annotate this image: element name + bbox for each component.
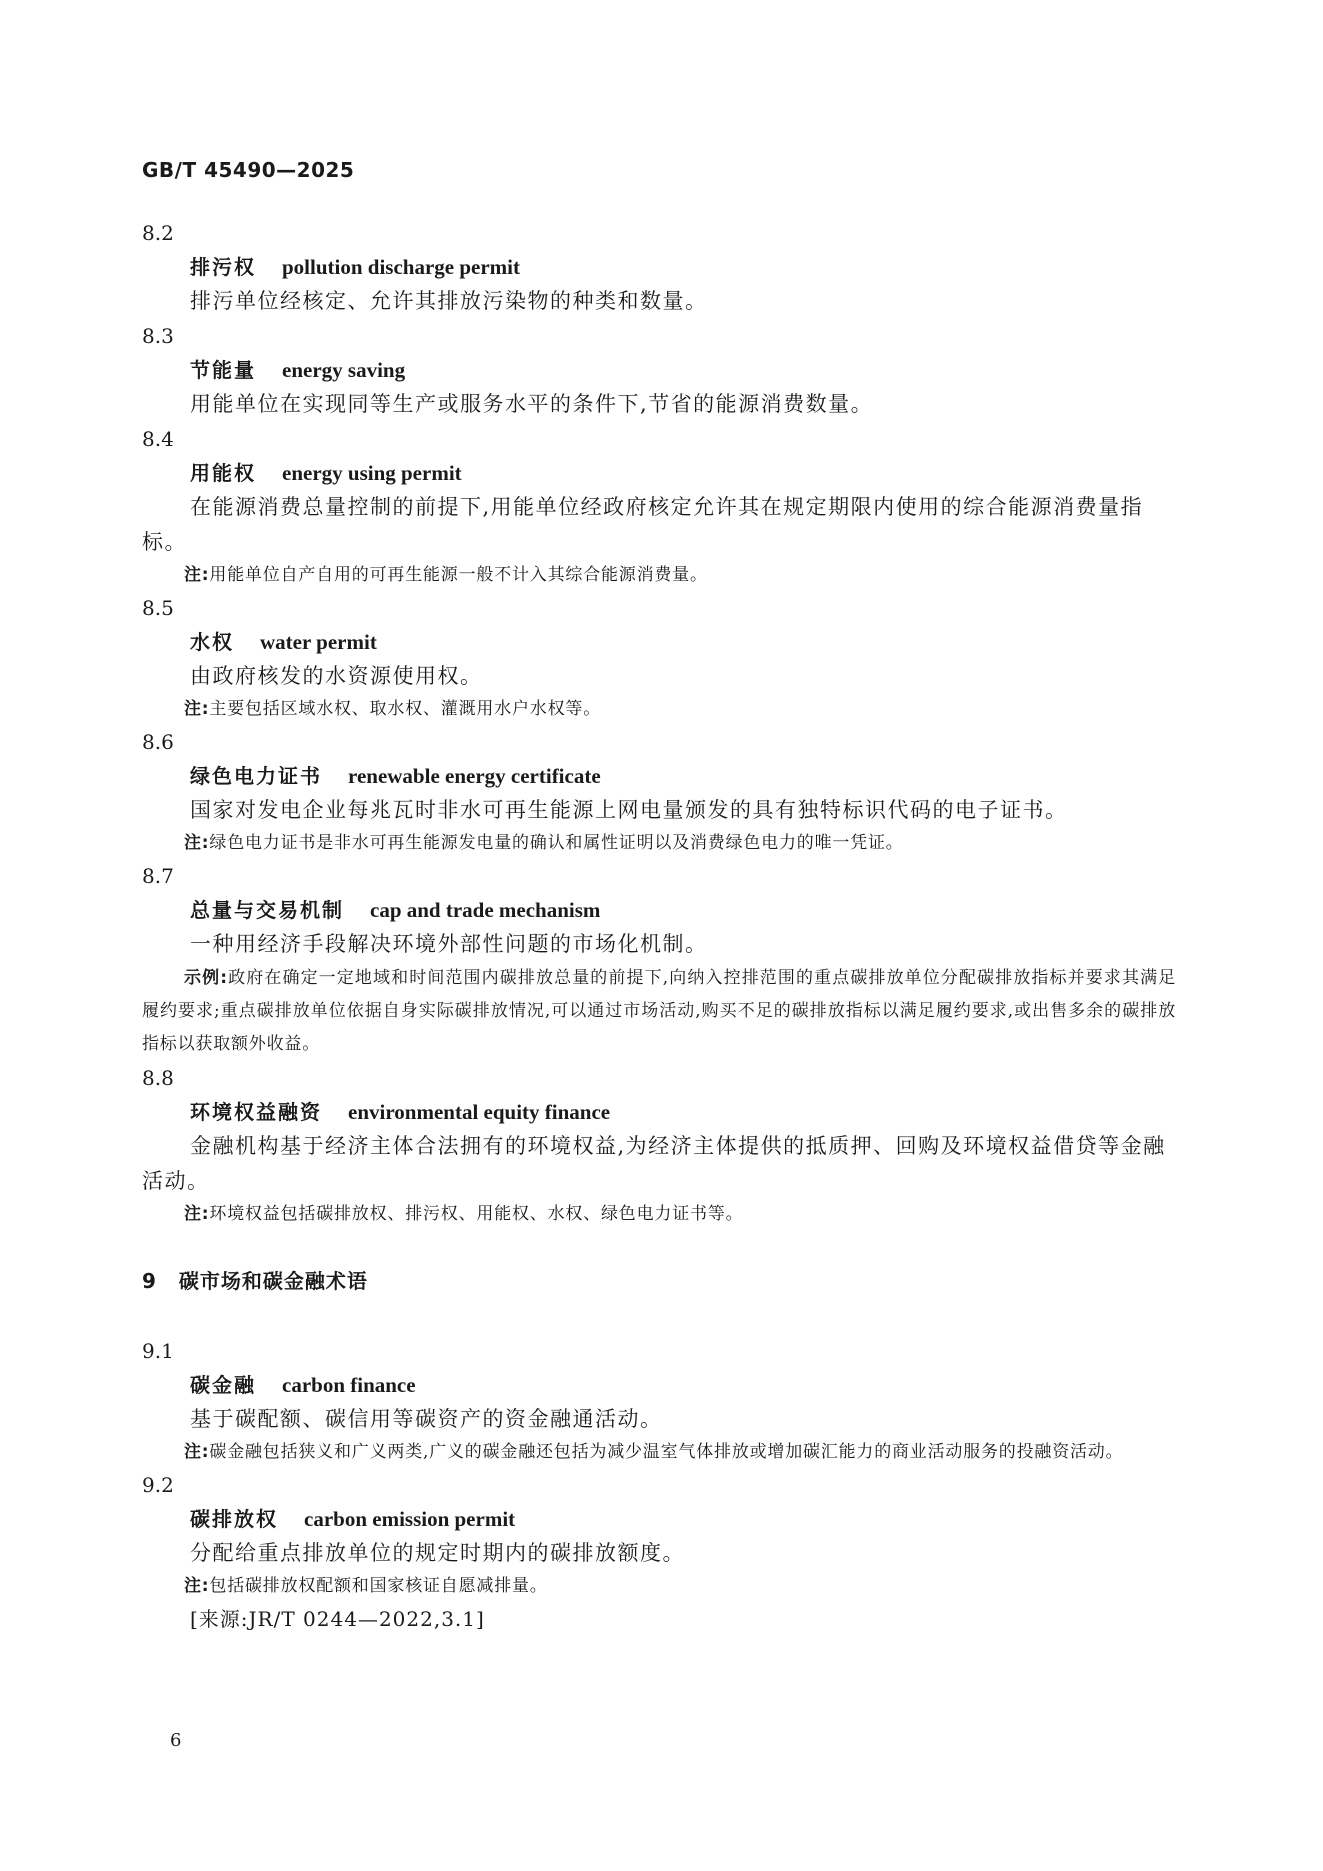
note-label: 注: [184, 1442, 210, 1462]
section-heading [142, 1264, 1176, 1298]
term-note [142, 1437, 1176, 1468]
note-text: 包括碳排放权配额和国家核证自愿减排量。 [209, 1576, 548, 1596]
term-note [142, 694, 1176, 725]
standard-code: GB/T 45490—2025 [142, 158, 355, 182]
term-entry [142, 216, 1176, 319]
term-definition: 基于碳配额、碳信用等碳资产的资金融通活动。 [190, 1407, 663, 1431]
term-note [142, 828, 1176, 859]
note-label: 注: [184, 565, 210, 585]
note-text: 主要包括区域水权、取水权、灌溉用水户水权等。 [209, 699, 602, 719]
term-title [142, 250, 1176, 284]
term-entry [142, 1334, 1176, 1468]
term-definition: 排污单位经核定、允许其排放污染物的种类和数量。 [190, 289, 708, 313]
term-chinese: 环境权益融资 [190, 1100, 322, 1124]
term-chinese: 碳排放权 [190, 1507, 278, 1531]
term-note [142, 1199, 1176, 1230]
example-text: 政府在确定一定地域和时间范围内碳排放总量的前提下,向纳入控排范围的重点碳排放单位分配碳排放指标并要求其满足履约要求;重点碳排放单位依据自身实际碳排放情况,可以通过市场活动,购买不足的碳排放指标以满足履约要求,或出售多余的碳排放指标以获取额外收益。 [142, 968, 1176, 1054]
term-english: pollution discharge permit [282, 255, 521, 279]
term-definition: 金融机构基于经济主体合法拥有的环境权益,为经济主体提供的抵质押、回购及环境权益借贷等金融活动。 [142, 1134, 1166, 1193]
term-number: 8.7 [142, 864, 174, 888]
term-number: 8.8 [142, 1066, 174, 1090]
term-english: environmental equity finance [348, 1100, 611, 1124]
term-title [142, 456, 1176, 490]
term-entry [142, 319, 1176, 422]
term-source: [来源:JR/T 0244—2022,3.1] [190, 1607, 485, 1631]
term-english: carbon finance [282, 1373, 416, 1397]
section-number: 9 [142, 1269, 157, 1293]
term-number: 8.4 [142, 427, 174, 451]
term-example [142, 962, 1176, 1061]
term-number: 9.1 [142, 1339, 174, 1363]
term-chinese: 排污权 [190, 255, 256, 279]
term-title [142, 1095, 1176, 1129]
term-english: energy saving [282, 358, 406, 382]
term-number: 8.2 [142, 221, 174, 245]
note-label: 注: [184, 833, 210, 853]
term-definition: 在能源消费总量控制的前提下,用能单位经政府核定允许其在规定期限内使用的综合能源消费量指标。 [142, 495, 1144, 554]
term-entry [142, 1468, 1176, 1636]
term-chinese: 节能量 [190, 358, 256, 382]
term-chinese: 水权 [190, 630, 234, 654]
term-chinese: 用能权 [190, 461, 256, 485]
term-title [142, 759, 1176, 793]
note-label: 注: [184, 699, 210, 719]
term-number: 8.6 [142, 730, 174, 754]
term-entry [142, 422, 1176, 591]
term-note [142, 1571, 1176, 1602]
term-english: water permit [260, 630, 377, 654]
term-english: carbon emission permit [304, 1507, 516, 1531]
section-title: 碳市场和碳金融术语 [178, 1269, 368, 1293]
term-english: energy using permit [282, 461, 462, 485]
term-title [142, 1502, 1176, 1536]
term-english: renewable energy certificate [348, 764, 601, 788]
note-label: 注: [184, 1204, 210, 1224]
term-chinese: 绿色电力证书 [190, 764, 322, 788]
term-title [142, 353, 1176, 387]
document-body [142, 216, 1176, 1636]
term-note [142, 560, 1176, 591]
term-definition: 国家对发电企业每兆瓦时非水可再生能源上网电量颁发的具有独特标识代码的电子证书。 [190, 798, 1068, 822]
term-english: cap and trade mechanism [370, 898, 601, 922]
term-definition: 由政府核发的水资源使用权。 [190, 664, 483, 688]
term-definition: 用能单位在实现同等生产或服务水平的条件下,节省的能源消费数量。 [190, 392, 874, 416]
note-text: 用能单位自产自用的可再生能源一般不计入其综合能源消费量。 [209, 565, 708, 585]
term-number: 8.5 [142, 596, 174, 620]
note-text: 环境权益包括碳排放权、排污权、用能权、水权、绿色电力证书等。 [209, 1204, 744, 1224]
page-number: 6 [170, 1730, 182, 1751]
term-entry [142, 859, 1176, 1061]
note-text: 绿色电力证书是非水可再生能源发电量的确认和属性证明以及消费绿色电力的唯一凭证。 [209, 833, 904, 853]
term-number: 8.3 [142, 324, 174, 348]
example-label: 示例: [184, 968, 228, 988]
term-definition: 一种用经济手段解决环境外部性问题的市场化机制。 [190, 932, 708, 956]
term-definition: 分配给重点排放单位的规定时期内的碳排放额度。 [190, 1541, 685, 1565]
term-title [142, 1368, 1176, 1402]
term-title [142, 625, 1176, 659]
term-chinese: 总量与交易机制 [190, 898, 344, 922]
term-title [142, 893, 1176, 927]
note-label: 注: [184, 1576, 210, 1596]
note-text: 碳金融包括狭义和广义两类,广义的碳金融还包括为减少温室气体排放或增加碳汇能力的商业活动服务的投融资活动。 [209, 1442, 1124, 1462]
term-entry [142, 1061, 1176, 1230]
term-number: 9.2 [142, 1473, 174, 1497]
term-chinese: 碳金融 [190, 1373, 256, 1397]
term-entry [142, 725, 1176, 859]
term-entry [142, 591, 1176, 725]
